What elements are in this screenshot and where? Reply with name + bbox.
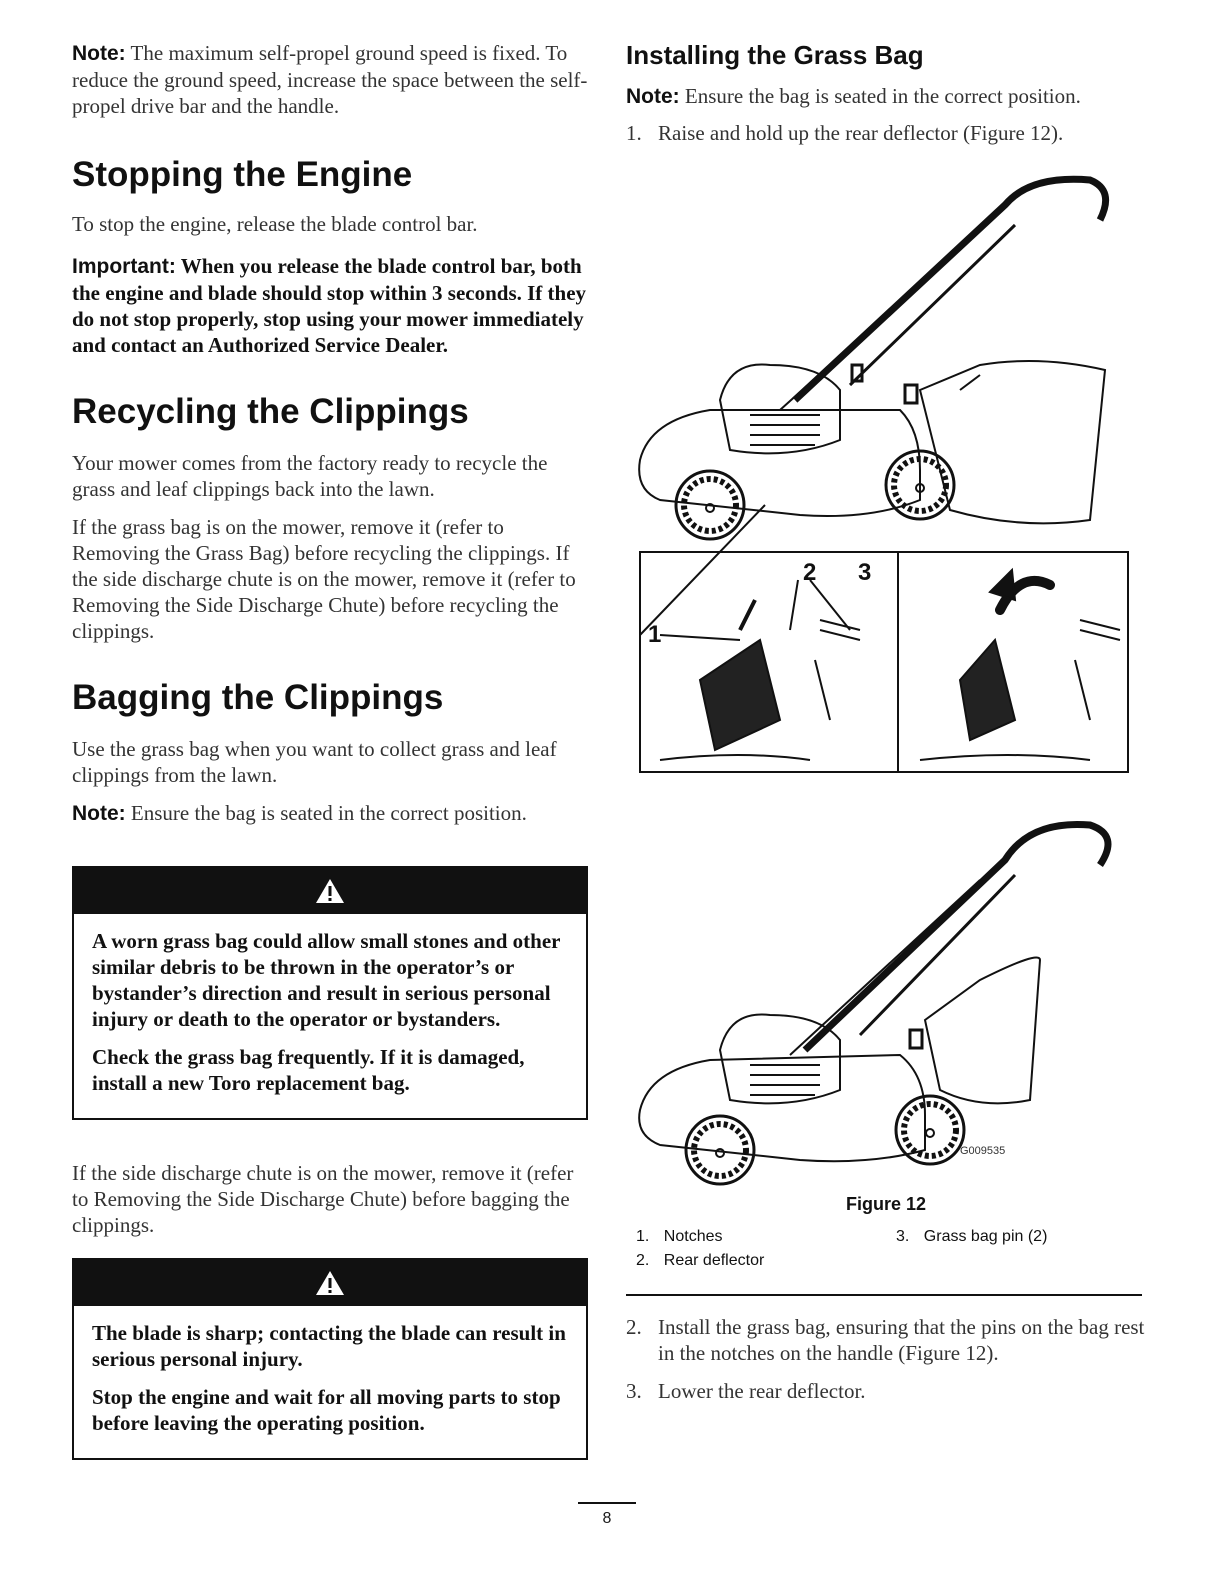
step-item	[626, 1314, 1146, 1366]
heading-recycling: Recycling the Clippings	[72, 392, 469, 431]
after-warning-text: If the side discharge chute is on the mower, remove it (refer to Removing the Side Discharge Chute) before bagging the clippings.	[72, 1161, 574, 1237]
step-text: Lower the rear deflector.	[658, 1379, 866, 1403]
legend-item	[636, 1228, 723, 1246]
legend-number: 3.	[896, 1228, 910, 1245]
note-text: Ensure the bag is seated in the correct position.	[130, 801, 527, 825]
heading-stopping-engine: Stopping the Engine	[72, 155, 413, 194]
warning-header	[74, 1260, 586, 1306]
warning-text-1: A worn grass bag could allow small stones and other similar debris to be thrown in the operator’s or bystander’s direction and result in serious personal injury or death to the operator or bystanders.	[92, 929, 561, 1031]
note-label: Note:	[626, 85, 680, 108]
legend-number: 1.	[636, 1228, 650, 1245]
legend-text: Notches	[663, 1228, 723, 1245]
legend-item	[636, 1252, 764, 1270]
step-text: Raise and hold up the rear deflector (Figure 12).	[658, 121, 1064, 145]
warning-text-2: Stop the engine and wait for all moving parts to stop before leaving the operating position.	[92, 1385, 561, 1435]
legend-text: Rear deflector	[663, 1252, 765, 1269]
figure-code: G009535	[960, 1145, 1006, 1157]
page-number: 8	[578, 1502, 636, 1528]
steps-list-top	[626, 120, 1146, 146]
important-note	[72, 253, 590, 358]
step-number: 3.	[626, 1379, 642, 1403]
warning-box-blade	[72, 1258, 588, 1460]
right-column	[626, 40, 1146, 146]
important-label: Important:	[72, 255, 176, 278]
warning-text-1: The blade is sharp; contacting the blade can result in serious personal injury.	[92, 1321, 566, 1371]
step-number: 1.	[626, 121, 642, 145]
mower-top-drawing	[639, 179, 1105, 635]
warning-header	[74, 868, 586, 914]
figure-caption: Figure 12	[845, 1194, 927, 1214]
legend-divider	[626, 1294, 1142, 1296]
installing-note	[626, 83, 1146, 110]
legend-text: Grass bag pin (2)	[923, 1228, 1048, 1245]
step-item	[626, 120, 1146, 146]
step-number: 2.	[626, 1315, 642, 1339]
recycling-p2: If the grass bag is on the mower, remove it (refer to Removing the Grass Bag) before recycling the clippings. If the side discharge chute is on the mower, remove it (refer to Removing the Side Discharge Chute) before recycling the clippings.	[72, 515, 576, 643]
callout-2: 2	[803, 559, 817, 586]
detail-inset	[640, 552, 1128, 772]
callout-1: 1	[648, 621, 662, 648]
note-text: The maximum self-propel ground speed is fixed. To reduce the ground speed, increase the space between the self-propel drive bar and the handle.	[72, 41, 588, 118]
step-text: Install the grass bag, ensuring that the pins on the bag rest in the notches on the handle (Figure 12).	[658, 1315, 1145, 1365]
step-item	[626, 1378, 1146, 1404]
callout-3: 3	[858, 559, 872, 586]
stopping-text: To stop the engine, release the blade control bar.	[72, 212, 478, 236]
note-label: Note:	[72, 42, 126, 65]
bagging-note	[72, 800, 590, 827]
important-text: When you release the blade control bar, both the engine and blade should stop within 3 seconds. If they do not stop properly, stop using your mower immediately and contact an Authorized Service Dealer.	[72, 254, 587, 357]
mower-bottom-drawing	[639, 824, 1108, 1184]
heading-bagging: Bagging the Clippings	[72, 678, 444, 717]
note-text: Ensure the bag is seated in the correct position.	[684, 84, 1081, 108]
warning-text-2: Check the grass bag frequently. If it is damaged, install a new Toro replacement bag.	[92, 1045, 525, 1095]
heading-installing-bag: Installing the Grass Bag	[626, 40, 924, 70]
legend-item	[896, 1228, 1047, 1246]
steps-list-bottom	[626, 1314, 1146, 1404]
speed-note	[72, 40, 590, 119]
left-column	[72, 40, 590, 827]
figure-12-illustration	[620, 160, 1150, 1190]
bagging-p1: Use the grass bag when you want to collect grass and leaf clippings from the lawn.	[72, 737, 557, 787]
warning-triangle-icon	[315, 878, 345, 904]
warning-box-bag	[72, 866, 588, 1120]
note-label: Note:	[72, 802, 126, 825]
warning-triangle-icon	[315, 1270, 345, 1296]
legend-number: 2.	[636, 1252, 650, 1269]
recycling-p1: Your mower comes from the factory ready to recycle the grass and leaf clippings back into the lawn.	[72, 451, 548, 501]
